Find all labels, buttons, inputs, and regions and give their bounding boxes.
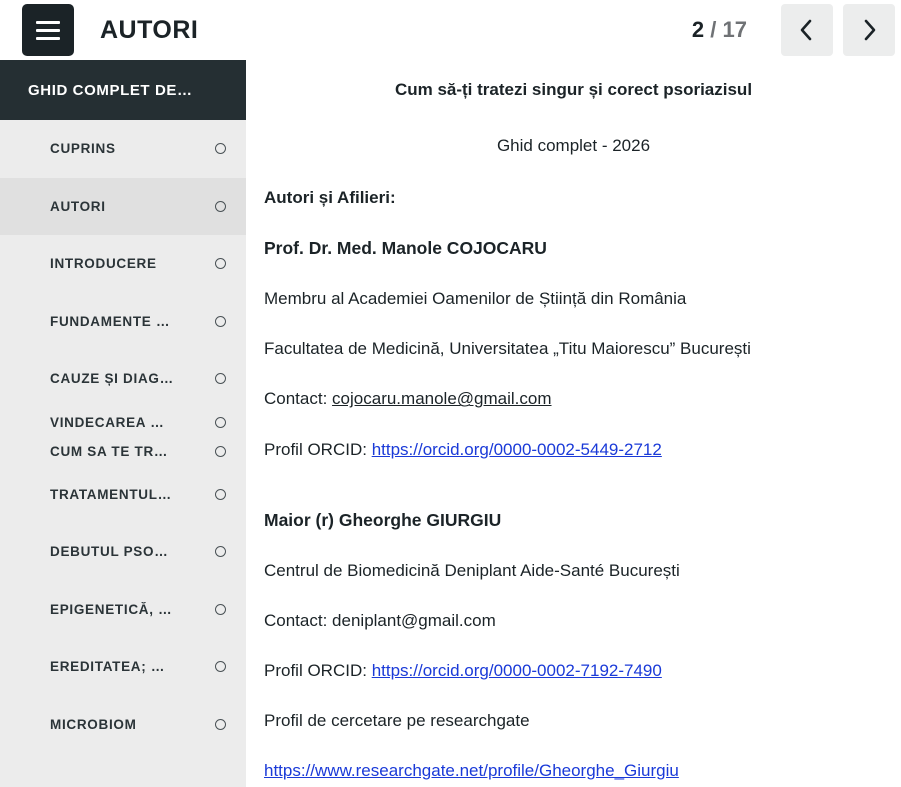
document-content[interactable]: [246, 60, 901, 787]
sidebar-title: GHID COMPLET DE…: [0, 60, 246, 120]
author-2-orcid-link[interactable]: https://orcid.org/0000-0002-7192-7490: [371, 660, 662, 680]
page-title: AUTORI: [100, 15, 199, 44]
sidebar-item-cum-sa-te-tratezi[interactable]: [0, 437, 246, 466]
author-2-contact: [264, 609, 883, 633]
circle-icon: [215, 373, 226, 384]
sidebar-item-label: TRATAMENTUL…: [50, 486, 172, 502]
author-2-researchgate-link[interactable]: https://www.researchgate.net/profile/Gheorghe_Giurgiu: [264, 761, 679, 781]
page-current: 2: [691, 17, 705, 42]
page-indicator: [692, 17, 747, 43]
sidebar-item-debutul-psoriazisului[interactable]: [0, 523, 246, 581]
sidebar-item-microbiom[interactable]: [0, 696, 246, 754]
section-heading-authors: Autori și Afilieri:: [264, 188, 396, 208]
author-1-affiliation-1: Membru al Academiei Oamenilor de Știință din România: [264, 289, 687, 309]
menu-bar: [36, 29, 60, 32]
sidebar-item-ereditatea[interactable]: [0, 638, 246, 696]
sidebar-item-label: VINDECAREA …: [50, 414, 165, 430]
circle-icon: [215, 546, 226, 557]
author-1-affiliation-2: Facultatea de Medicină, Universitatea „Titu Maiorescu” București: [264, 339, 751, 359]
sidebar-item-vindecarea[interactable]: [0, 408, 246, 437]
author-1-email-link[interactable]: cojocaru.manole@gmail.com: [332, 389, 552, 409]
sidebar-item-tratamentul[interactable]: [0, 466, 246, 524]
sidebar-item-label: DEBUTUL PSO…: [50, 544, 169, 560]
header-controls: [692, 4, 901, 56]
circle-icon: [215, 143, 226, 154]
circle-icon: [215, 258, 226, 269]
author-1-orcid-link[interactable]: https://orcid.org/0000-0002-5449-2712: [371, 439, 662, 459]
sidebar-item-autori[interactable]: [0, 178, 246, 236]
author-1-contact: [264, 387, 883, 411]
author-2-email: deniplant@gmail.com: [332, 610, 496, 630]
sidebar-item-introducere[interactable]: [0, 235, 246, 293]
page-separator: /: [710, 17, 717, 42]
sidebar-item-label: FUNDAMENTE …: [50, 313, 171, 329]
circle-icon: [215, 201, 226, 212]
contact-label: Contact:: [264, 389, 333, 409]
author-2-affiliation-1: Centrul de Biomedicină Deniplant Aide-Santé București: [264, 560, 680, 580]
author-1-name: Prof. Dr. Med. Manole COJOCARU: [264, 238, 547, 259]
document-subtitle: Ghid complet - 2026: [496, 136, 651, 156]
contact-label: Contact:: [264, 610, 333, 630]
menu-bar: [36, 37, 60, 40]
page-total: 17: [722, 17, 747, 42]
sidebar-item-label: INTRODUCERE: [50, 256, 157, 272]
author-2-research-link-wrap: [264, 759, 883, 783]
app-header: [0, 0, 901, 60]
chevron-right-icon: [859, 17, 879, 43]
sidebar-item-label: CAUZE ȘI DIAG…: [50, 371, 174, 387]
sidebar-item-label: AUTORI: [50, 198, 106, 214]
sidebar-item-label: CUPRINS: [50, 141, 116, 157]
circle-icon: [215, 316, 226, 327]
menu-bar: [36, 21, 60, 24]
circle-icon: [215, 719, 226, 730]
sidebar-item-label: EPIGENETICĂ, …: [50, 601, 173, 617]
sidebar-item-fundamente[interactable]: [0, 293, 246, 351]
author-2-research-line: Profil de cercetare pe researchgate: [264, 710, 530, 730]
circle-icon: [215, 661, 226, 672]
sidebar-item-cuprins[interactable]: [0, 120, 246, 178]
orcid-label: Profil ORCID:: [264, 439, 372, 459]
circle-icon: [215, 417, 226, 428]
circle-icon: [215, 489, 226, 500]
sidebar: [0, 60, 246, 787]
orcid-label: Profil ORCID:: [264, 660, 372, 680]
author-2-orcid: [264, 659, 883, 683]
circle-icon: [215, 604, 226, 615]
sidebar-item-cauze-si-diagnostic[interactable]: [0, 350, 246, 408]
next-page-button[interactable]: [843, 4, 895, 56]
chevron-left-icon: [797, 17, 817, 43]
document-title: Cum să-ți tratezi singur și corect psoriazisul: [394, 80, 753, 99]
sidebar-item-label: EREDITATEA; …: [50, 659, 166, 675]
sidebar-item-epigenetica[interactable]: [0, 581, 246, 639]
sidebar-item-label: CUM SA TE TR…: [50, 443, 169, 459]
hamburger-menu-icon[interactable]: [22, 4, 74, 56]
prev-page-button[interactable]: [781, 4, 833, 56]
circle-icon: [215, 446, 226, 457]
author-1-orcid: [264, 438, 883, 462]
sidebar-item-label: MICROBIOM: [50, 716, 137, 732]
author-2-name: Maior (r) Gheorghe GIURGIU: [264, 509, 502, 530]
